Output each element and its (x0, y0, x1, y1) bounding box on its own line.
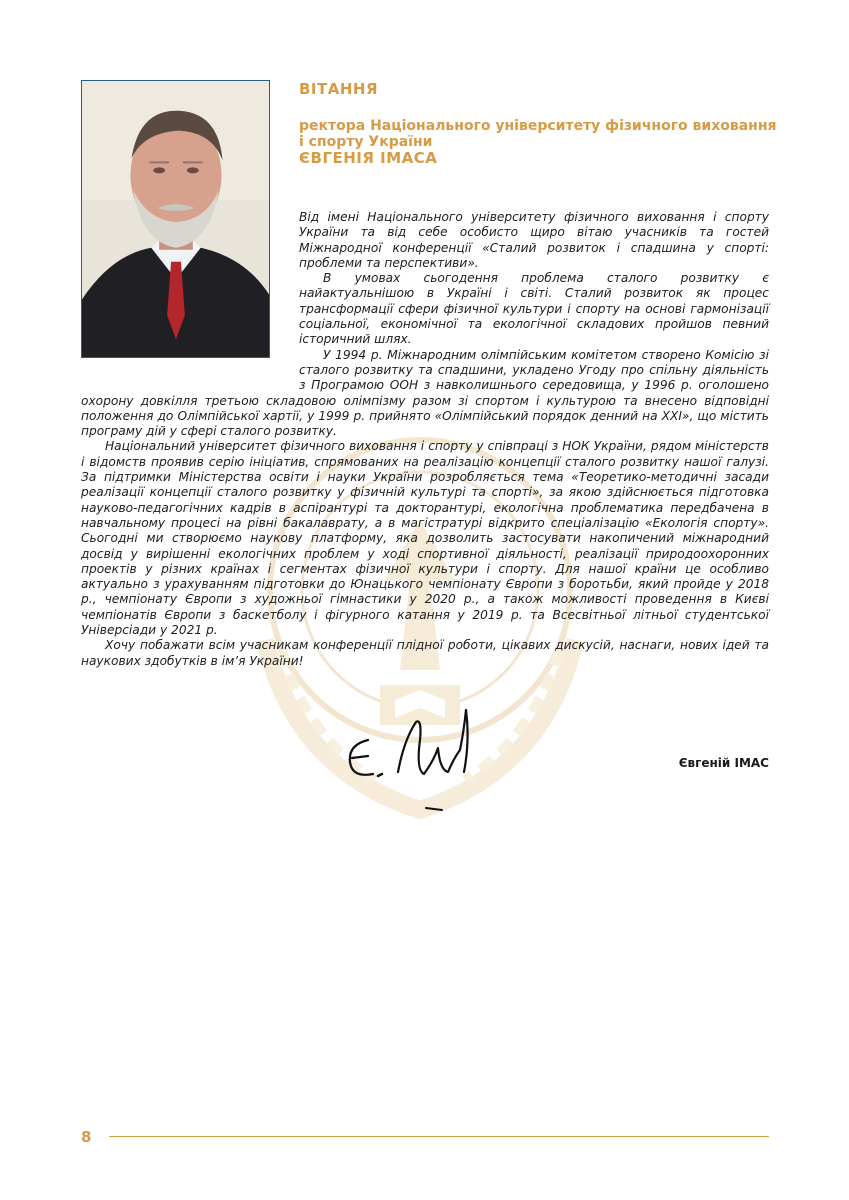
paragraph-4: Національний університет фізичного виховання і спорту у співпраці з НОК України, рядом міністерств і відомств проявив серію ініціатив, спрямованих на реалізацію концепції сталого розвитку нашої галузі. За підтримки Міністерства освіти і науки України розробляється тема «Теоретико-методичні засади реалізації концепції сталого розвитку у фізичній культурі та спорті», за якою здійснюється підготовка науково-педагогічних кадрів в аспірантурі та докторантурі, екологічна проблематика передбачена в навчальному процесі на рівні бакалаврату, а в магістратурі відкрито спеціалізацію «Екологія спорту». Сьогодні ми створюємо наукову платформу, яка дозволить застосувати накопичений міжнародний досвід у вирішенні екологічних проблем у ході спортивної діяльності, реалізації природоохоронних проектів у різних країнах і сегментах фізичної культури і спорту. Для нашої країни це особливо актуально з урахуванням підготовки до Юнацького чемпіонату Європи з боротьби, який пройде у 2018 р., чемпіонату Європи з художньої гімнастики у 2020 р., а також можливості проведення в Києві чемпіонатів Європи з баскетболу і фігурного катання у 2019 р. та Всесвітньої літньої студентської Універсіади у 2021 р. (81, 439, 769, 638)
subtitle-line-1: ректора Національного університету фізичного виховання (299, 118, 777, 134)
page-number: 8 (81, 1128, 92, 1146)
signer-name: Євгеній ІМАС (678, 756, 769, 770)
handwritten-signature (338, 700, 498, 820)
heading-block (299, 80, 779, 167)
letter-body (81, 210, 769, 669)
footer-rule (109, 1136, 769, 1137)
paragraph-5: Хочу побажати всім учасникам конференції плідної роботи, цікавих дискусій, наснаги, нових ідей та наукових здобутків в ім’я України! (81, 638, 769, 668)
paragraph-2: В умовах сьогодення проблема сталого розвитку є найактуальнішою в Україні і світі. Сталий розвиток як процес трансформації сфери фізичної культури і спорту на основі гармонізації соціальної, економічної та екологічної складових пройшов певний історичний шлях. (299, 271, 769, 347)
author-name-heading: ЄВГЕНІЯ ІМАСА (299, 149, 438, 167)
page-title: ВІТАННЯ (299, 80, 379, 98)
paragraph-1: Від імені Національного університету фізичного виховання і спорту України та від себе особисто щиро вітаю учасників та гостей Міжнародної конференції «Сталий розвиток і спадшина у спорті: проблеми та перспективи». (299, 210, 769, 270)
text-wrap-spacer (81, 210, 299, 388)
subtitle-line-2: і спорту України (299, 134, 433, 150)
paragraph-3: У 1994 р. Міжнародним олімпійським комітетом створено Комісію зі сталого розвитку та спадшини, укладено Угоду про спільну діяльність з Програмою ООН з навколишнього середовища, у 1996 р. оголошено охорону довкілля третьою складовою олімпізму разом зі спортом і культурою та внесено відповідні положення до Олімпійської хартії, у 1999 р. прийнято «Олімпійський порядок денний на XXI», що містить програму дій у сфері сталого розвитку. (81, 347, 769, 439)
